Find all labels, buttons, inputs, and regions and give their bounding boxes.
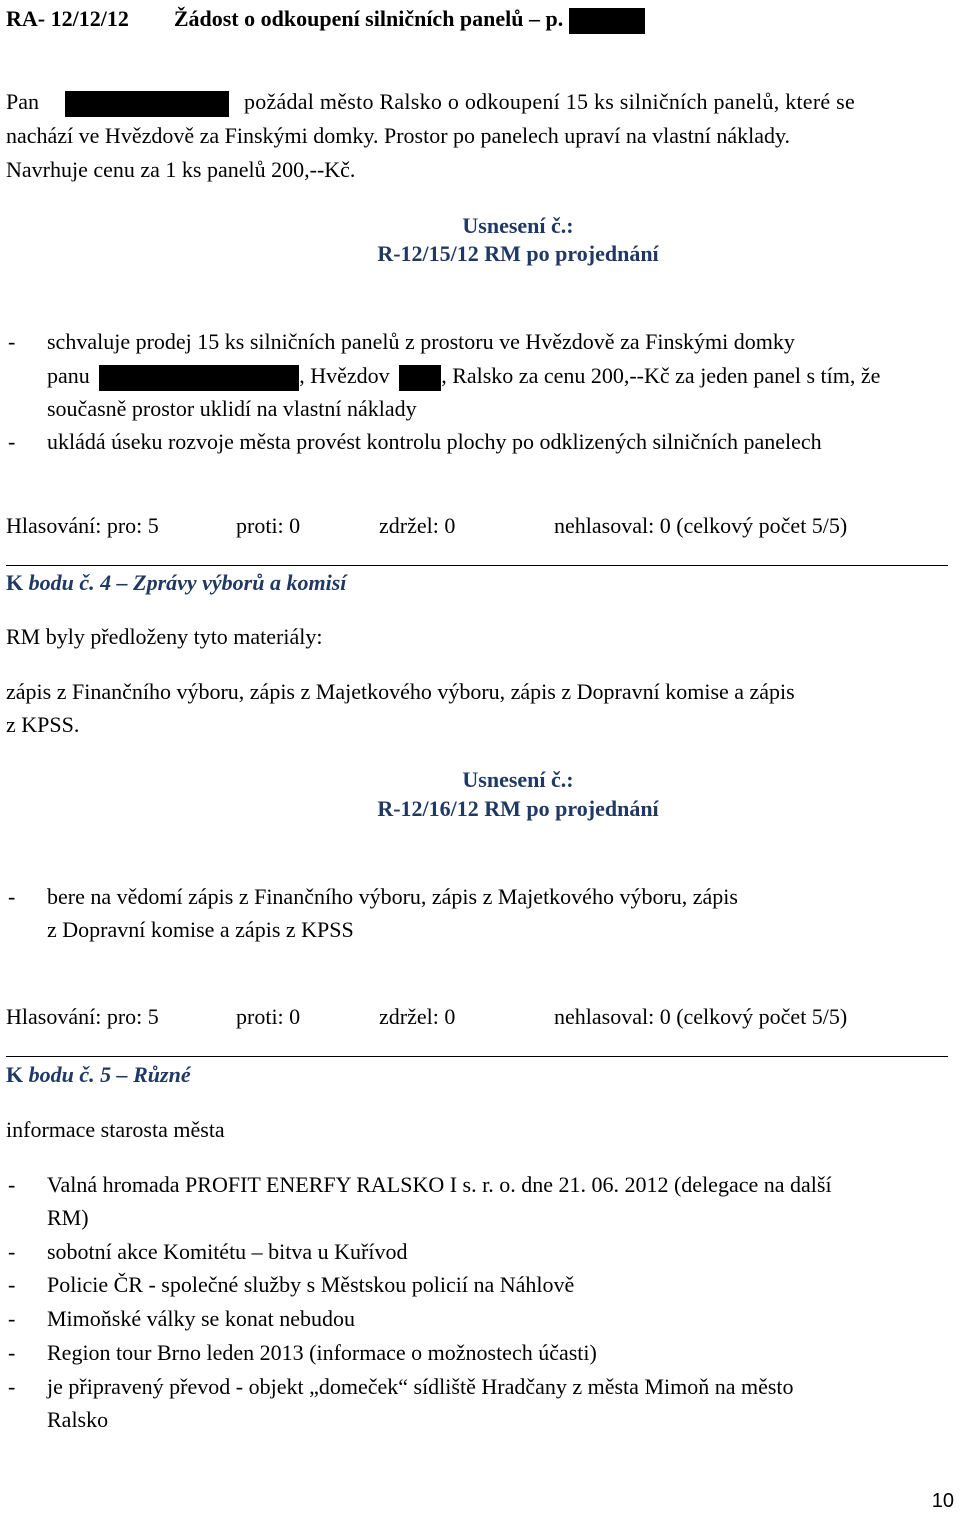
resolution-item-note-l1: bere na vědomí zápis z Finančního výboru, zápis z Majetkového výboru, zápis	[47, 884, 738, 909]
redaction-block	[99, 365, 299, 391]
list-item: Policie ČR - společné služby s Městskou policií na Náhlově	[47, 1272, 575, 1297]
resolution-label: Usnesení č.:	[462, 213, 574, 238]
list-dash: -	[8, 1306, 16, 1331]
section-intro: informace starosta města	[6, 1117, 225, 1142]
resolution-number: R-12/15/12 RM po projednání	[377, 241, 659, 266]
request-title: Žádost o odkoupení silničních panelů – p.	[173, 6, 564, 31]
redaction-block	[399, 365, 441, 391]
redaction-block	[65, 91, 229, 117]
resolution-item-note-l2: z Dopravní komise a zápis z KPSS	[47, 917, 354, 942]
resolution-number: R-12/16/12 RM po projednání	[377, 796, 659, 821]
list-dash: -	[8, 1172, 16, 1197]
page-number: 10	[931, 1490, 954, 1512]
resolution-item-approve-l1: schvaluje prodej 15 ks silničních panelů z prostoru ve Hvězdově za Finskými domky	[47, 329, 795, 354]
list-item: RM)	[47, 1205, 89, 1230]
list-item: Region tour Brno leden 2013 (informace o možnostech účasti)	[47, 1340, 597, 1365]
doc-header	[6, 6, 645, 34]
section-heading-5: K bodu č. 5 – Různé	[6, 1062, 191, 1087]
list-dash: -	[8, 429, 16, 454]
resolution-item-approve-l2: panu , Hvězdov , Ralsko za cenu 200,--Kč za jeden panel s tím, že	[47, 363, 880, 391]
request-line-1: Pan požádal město Ralsko o odkoupení 15 ks silničních panelů, které se	[6, 89, 855, 117]
list-dash: -	[8, 1239, 16, 1264]
list-dash: -	[8, 1374, 16, 1399]
list-item: Mimoňské války se konat nebudou	[47, 1306, 355, 1331]
list-item: sobotní akce Komitétu – bitva u Kuřívod	[47, 1239, 408, 1264]
resolution-item-task: ukládá úseku rozvoje města provést kontrolu plochy po odklizených silničních panelech	[47, 429, 822, 454]
vote-result: Hlasování: pro: 5 proti: 0 zdržel: 0 nehlasoval: 0 (celkový počet 5/5)	[6, 1004, 848, 1029]
list-item: Valná hromada PROFIT ENERFY RALSKO I s. r. o. dne 21. 06. 2012 (delegace na další	[47, 1172, 832, 1197]
request-line-3: Navrhuje cenu za 1 ks panelů 200,--Kč.	[6, 157, 356, 182]
redaction-block	[569, 8, 645, 34]
list-dash: -	[8, 1272, 16, 1297]
list-item: Ralsko	[47, 1407, 109, 1432]
resolution-code: RA- 12/12/12	[6, 6, 129, 31]
section-divider	[6, 1056, 948, 1057]
section-heading-4: K bodu č. 4 – Zprávy výborů a komisí	[6, 570, 347, 595]
resolution-item-approve-l3: současně prostor uklidí na vlastní náklady	[47, 396, 417, 421]
list-dash: -	[8, 884, 16, 909]
vote-result: Hlasování: pro: 5 proti: 0 zdržel: 0 nehlasoval: 0 (celkový počet 5/5)	[6, 513, 848, 538]
section-body-l2: z KPSS.	[6, 712, 80, 737]
resolution-label: Usnesení č.:	[462, 767, 574, 792]
request-line-2: nachází ve Hvězdově za Finskými domky. Prostor po panelech upraví na vlastní náklady.	[6, 123, 791, 148]
section-body-l1: zápis z Finančního výboru, zápis z Majetkového výboru, zápis z Dopravní komise a zápis	[6, 679, 795, 704]
list-dash: -	[8, 1340, 16, 1365]
section-divider	[6, 565, 948, 566]
list-dash: -	[8, 329, 16, 354]
list-item: je připravený převod - objekt „domeček“ sídliště Hradčany z města Mimoň na město	[47, 1374, 794, 1399]
section-intro: RM byly předloženy tyto materiály:	[6, 624, 323, 649]
